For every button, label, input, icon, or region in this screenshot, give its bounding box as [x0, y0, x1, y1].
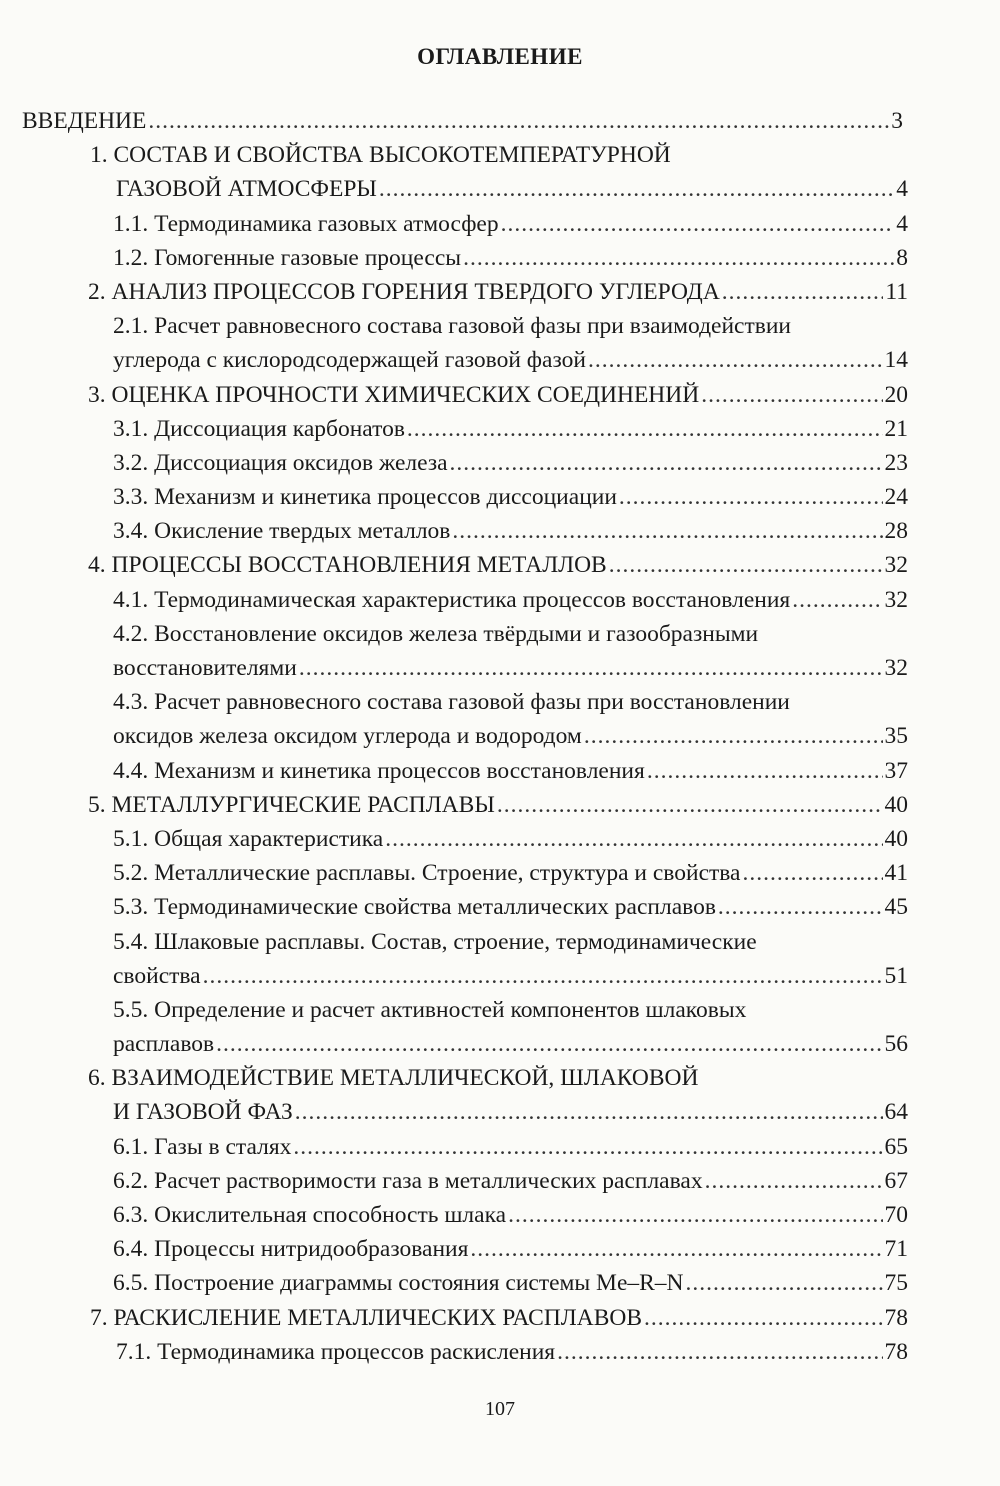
- toc-entry: [0, 822, 1000, 856]
- toc-entry-page: 28: [884, 518, 908, 545]
- toc-entry: [0, 1027, 1000, 1061]
- toc-entry-title: 5.4. Шлаковые расплавы. Состав, строение, термодинамические: [113, 928, 757, 955]
- toc-entry: [0, 1301, 1000, 1335]
- toc-leader-dots: [470, 1232, 882, 1266]
- toc-entry-page: 11: [885, 278, 908, 305]
- toc-entry-title: расплавов: [113, 1031, 215, 1058]
- toc-leader-dots: [705, 1164, 883, 1198]
- toc-entry: [0, 412, 1000, 446]
- toc-entry-title: 3. ОЦЕНКА ПРОЧНОСТИ ХИМИЧЕСКИХ СОЕДИНЕНИЙ: [88, 381, 700, 408]
- toc-entry: [0, 343, 1000, 377]
- toc-entry-title: 5.2. Металлические расплавы. Строение, структура и свойства: [113, 860, 741, 887]
- toc-leader-dots: [293, 1130, 882, 1164]
- toc-entry-page: 67: [884, 1167, 908, 1194]
- toc-entry-page: 71: [884, 1236, 908, 1263]
- toc-entry-page: 45: [884, 894, 908, 921]
- toc-entry-title: 4.3. Расчет равновесного состава газовой фазы при восстановлении: [113, 689, 790, 716]
- toc-entry: [0, 856, 1000, 890]
- toc-entry: [0, 1130, 1000, 1164]
- toc-leader-dots: [609, 548, 883, 582]
- toc-entry: [0, 719, 1000, 753]
- toc-entry-title: свойства: [113, 962, 201, 989]
- toc-entry-title: 6.1. Газы в сталях: [113, 1133, 292, 1160]
- toc-entry: [0, 617, 1000, 651]
- toc-entry-page: 51: [884, 962, 908, 989]
- toc-entry: [0, 651, 1000, 685]
- toc-entry: [0, 378, 1000, 412]
- toc-entry-page: 20: [884, 381, 908, 408]
- toc-leader-dots: [584, 719, 883, 753]
- toc-leader-dots: [148, 104, 889, 138]
- toc-entry-page: 32: [884, 655, 908, 681]
- toc-leader-dots: [385, 822, 882, 856]
- toc-entry-page: 40: [884, 825, 908, 852]
- toc-entry-title: 3.2. Диссоциация оксидов железа: [113, 449, 448, 476]
- toc-entry-title: ВВЕДЕНИЕ: [22, 108, 147, 134]
- toc-leader-dots: [644, 1301, 882, 1335]
- toc-entry-title: 4. ПРОЦЕССЫ ВОССТАНОВЛЕНИЯ МЕТАЛЛОВ: [88, 552, 607, 579]
- toc-entry-page: 14: [884, 347, 908, 374]
- toc-entry-page: 4: [896, 176, 908, 203]
- toc-entry-title: углерода с кислородсодержащей газовой фазой: [113, 347, 586, 374]
- toc-entry-title: 6.4. Процессы нитридообразования: [113, 1236, 469, 1263]
- toc-entry-page: 23: [884, 449, 908, 476]
- toc-leader-dots: [743, 856, 883, 890]
- toc-entry-title: 3.4. Окисление твердых металлов: [113, 518, 451, 545]
- toc-entry: [0, 959, 1000, 993]
- toc-entry-page: 41: [884, 860, 908, 887]
- toc-entry-page: 78: [884, 1338, 908, 1365]
- toc-entry: [0, 1095, 1000, 1129]
- toc-entry-title: 4.1. Термодинамическая характеристика процессов восстановления: [113, 586, 791, 613]
- toc-leader-dots: [686, 1266, 883, 1300]
- toc-leader-dots: [463, 241, 894, 275]
- toc-leader-dots: [203, 959, 883, 993]
- toc-entry: [0, 685, 1000, 719]
- toc-leader-dots: [407, 412, 883, 446]
- toc-entry-title: оксидов железа оксидом углерода и водородом: [113, 723, 582, 750]
- toc-leader-dots: [299, 651, 883, 685]
- toc-entry: [0, 207, 1000, 241]
- toc-entry-page: 8: [896, 244, 908, 271]
- toc-entry-title: ГАЗОВОЙ АТМОСФЕРЫ: [116, 176, 377, 203]
- page-title: ОГЛАВЛЕНИЕ: [417, 44, 583, 69]
- toc-entry: [0, 1198, 1000, 1232]
- toc-entry-title: 1.1. Термодинамика газовых атмосфер: [113, 210, 499, 237]
- toc-entry-page: 32: [884, 586, 908, 613]
- table-of-contents: [0, 104, 1000, 1369]
- toc-entry-page: 3: [891, 108, 903, 134]
- toc-entry: [0, 1061, 1000, 1095]
- toc-entry: [0, 309, 1000, 343]
- toc-entry: [0, 788, 1000, 822]
- toc-entry-title: 7. РАСКИСЛЕНИЕ МЕТАЛЛИЧЕСКИХ РАСПЛАВОВ: [90, 1304, 643, 1331]
- toc-entry: [0, 1335, 1000, 1369]
- toc-entry-page: 4: [896, 210, 908, 237]
- toc-entry-title: 6.5. Построение диаграммы состояния системы Me–R–N: [113, 1270, 684, 1297]
- toc-entry: [0, 241, 1000, 275]
- toc-leader-dots: [450, 446, 883, 480]
- toc-entry: [0, 993, 1000, 1027]
- toc-entry-title: 4.2. Восстановление оксидов железа твёрдыми и газообразными: [113, 620, 759, 647]
- toc-leader-dots: [452, 514, 882, 548]
- toc-entry-title: И ГАЗОВОЙ ФАЗ: [113, 1099, 293, 1126]
- toc-entry-page: 40: [884, 791, 908, 818]
- toc-leader-dots: [501, 207, 895, 241]
- toc-leader-dots: [295, 1095, 883, 1129]
- toc-entry-page: 70: [884, 1202, 908, 1228]
- toc-leader-dots: [497, 788, 883, 822]
- toc-leader-dots: [619, 480, 883, 514]
- toc-entry: [0, 583, 1000, 617]
- toc-entry: [0, 754, 1000, 788]
- toc-entry: [0, 275, 1000, 309]
- toc-entry-page: 56: [884, 1031, 908, 1058]
- toc-entry: [0, 890, 1000, 924]
- toc-entry: [0, 172, 1000, 206]
- toc-entry: [0, 446, 1000, 480]
- toc-leader-dots: [508, 1198, 882, 1232]
- toc-entry-title: 5.3. Термодинамические свойства металлических расплавов: [113, 894, 716, 921]
- toc-entry: [0, 1232, 1000, 1266]
- toc-entry-title: 1. СОСТАВ И СВОЙСТВА ВЫСОКОТЕМПЕРАТУРНОЙ: [90, 142, 671, 169]
- toc-leader-dots: [557, 1335, 882, 1369]
- toc-entry-title: 3.3. Механизм и кинетика процессов диссоциации: [113, 484, 617, 511]
- toc-leader-dots: [718, 890, 883, 924]
- toc-entry-page: 78: [884, 1304, 908, 1331]
- toc-entry-page: 65: [884, 1133, 908, 1160]
- toc-entry-title: 1.2. Гомогенные газовые процессы: [113, 244, 462, 271]
- toc-entry-page: 24: [884, 484, 908, 511]
- toc-entry-title: 4.4. Механизм и кинетика процессов восстановления: [113, 757, 645, 784]
- toc-leader-dots: [379, 172, 894, 206]
- toc-entry-page: 32: [884, 552, 908, 579]
- toc-entry: [0, 1164, 1000, 1198]
- toc-entry-title: 3.1. Диссоциация карбонатов: [113, 415, 405, 442]
- toc-entry-page: 21: [884, 415, 908, 442]
- toc-entry-page: 35: [884, 723, 908, 750]
- toc-entry: [0, 1266, 1000, 1300]
- toc-entry-page: 37: [884, 757, 908, 784]
- toc-entry-page: 75: [884, 1270, 908, 1297]
- toc-leader-dots: [647, 754, 883, 788]
- toc-entry-title: 5.5. Определение и расчет активностей компонентов шлаковых: [113, 996, 747, 1023]
- toc-entry-title: 6.3. Окислительная способность шлака: [113, 1202, 507, 1228]
- toc-entry-title: 6. ВЗАИМОДЕЙСТВИЕ МЕТАЛЛИЧЕСКОЙ, ШЛАКОВОЙ: [88, 1065, 699, 1092]
- toc-leader-dots: [701, 378, 882, 412]
- toc-entry: [0, 925, 1000, 959]
- toc-entry-title: 5. МЕТАЛЛУРГИЧЕСКИЕ РАСПЛАВЫ: [88, 791, 495, 818]
- toc-leader-dots: [792, 583, 882, 617]
- toc-entry: [0, 548, 1000, 582]
- toc-entry-title: 7.1. Термодинамика процессов раскисления: [116, 1338, 556, 1365]
- toc-leader-dots: [216, 1027, 882, 1061]
- toc-leader-dots: [588, 343, 883, 377]
- toc-entry-title: 2. АНАЛИЗ ПРОЦЕССОВ ГОРЕНИЯ ТВЕРДОГО УГЛЕРОДА: [88, 278, 720, 305]
- toc-entry: [0, 138, 1000, 172]
- toc-entry: [0, 104, 1000, 138]
- toc-entry-title: 6.2. Расчет растворимости газа в металлических расплавах: [113, 1167, 703, 1194]
- toc-leader-dots: [722, 275, 884, 309]
- toc-entry: [0, 480, 1000, 514]
- toc-entry-title: 2.1. Расчет равновесного состава газовой фазы при взаимодействии: [113, 313, 791, 340]
- toc-entry-page: 64: [884, 1099, 908, 1126]
- toc-entry-title: восстановителями: [113, 655, 297, 681]
- toc-entry-title: 5.1. Общая характеристика: [113, 825, 384, 852]
- toc-entry: [0, 514, 1000, 548]
- page-number: 107: [485, 1398, 515, 1420]
